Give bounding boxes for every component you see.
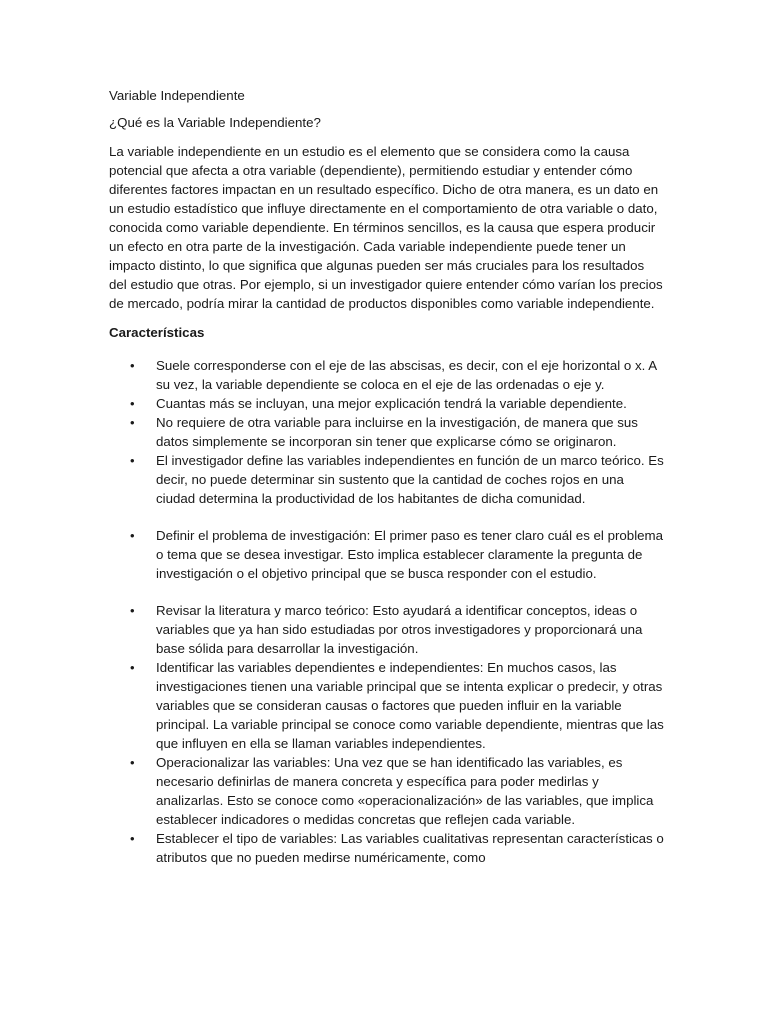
bullet-icon: • bbox=[130, 660, 135, 675]
section-question: ¿Qué es la Variable Independiente? bbox=[109, 115, 321, 130]
bullet-icon: • bbox=[130, 603, 135, 618]
bullet-icon: • bbox=[130, 415, 135, 430]
list-item: • El investigador define las variables independientes en función de un marco teórico. Es decir, no puede determinar sin sustento que la cantidad de coches rojos en una ciudad determina la productividad de los habitantes de dicha comunidad. bbox=[130, 453, 664, 506]
list-item: • Identificar las variables dependientes e independientes: En muchos casos, las investigaciones tienen una variable principal que se intenta explicar o predecir, y otras variables que se consideran causas o factores que pueden influir en la variable principal. La variable principal se conoce como variable dependiente, mientras que las que influyen en ella se llaman variables independientes. bbox=[130, 660, 664, 751]
document-body bbox=[109, 86, 664, 867]
list-item: • Establecer el tipo de variables: Las variables cualitativas representan características o atributos que no pueden medirse numéricamente, como bbox=[130, 831, 664, 865]
bullet-icon: • bbox=[130, 396, 135, 411]
bullet-icon: • bbox=[130, 831, 135, 846]
list-item: • Suele corresponderse con el eje de las abscisas, es decir, con el eje horizontal o x. A su vez, la variable dependiente se coloca en el eje de las ordenadas o eje y. bbox=[130, 358, 657, 392]
bullet-icon: • bbox=[130, 358, 135, 373]
list-item: • Definir el problema de investigación: El primer paso es tener claro cuál es el problema o tema que se desea investigar. Esto implica establecer claramente la pregunta de investigación o el objetivo principal que se busca responder con el estudio. bbox=[130, 528, 664, 581]
characteristics-list bbox=[109, 356, 664, 508]
document-title: Variable Independiente bbox=[109, 88, 245, 103]
steps-list-a bbox=[109, 526, 664, 583]
list-item: • Cuantas más se incluyan, una mejor explicación tendrá la variable dependiente. bbox=[130, 396, 627, 411]
list-item: • No requiere de otra variable para incluirse en la investigación, de manera que sus datos simplemente se incorporan sin tener que explicarse cómo se originaron. bbox=[130, 415, 638, 449]
bullet-icon: • bbox=[130, 528, 135, 543]
bullet-icon: • bbox=[130, 453, 135, 468]
list-item: • Operacionalizar las variables: Una vez que se han identificado las variables, es necesario definirlas de manera concreta y específica para poder medirlas y analizarlas. Esto se conoce como «operacionalización» de las variables, que implica establecer indicadores o medidas concretas que reflejen cada variable. bbox=[130, 755, 654, 827]
steps-list-b bbox=[109, 601, 664, 867]
spacer bbox=[109, 583, 664, 601]
spacer bbox=[109, 508, 664, 526]
characteristics-heading: Características bbox=[109, 325, 205, 340]
list-item: • Revisar la literatura y marco teórico: Esto ayudará a identificar conceptos, ideas o variables que ya han sido estudiadas por otros investigadores y proporcionará una base sólida para desarrollar la investigación. bbox=[130, 603, 643, 656]
intro-paragraph: La variable independiente en un estudio es el elemento que se considera como la causa potencial que afecta a otra variable (dependiente), permitiendo estudiar y entender cómo diferentes factores impactan en un resultado específico. Dicho de otra manera, es un dato en un estudio estadístico que influye directamente en el comportamiento de otra variable o dato, conocida como variable dependiente. En términos sencillos, es la causa que espera producir un efecto en otra parte de la investigación. Cada variable independiente puede tener un impacto distinto, lo que significa que algunas pueden ser más cruciales para los resultados del estudio que otras. Por ejemplo, si un investigador quiere entender cómo varían los precios de mercado, podría mirar la cantidad de productos disponibles como variable independiente. bbox=[109, 144, 663, 311]
bullet-icon: • bbox=[130, 755, 135, 770]
